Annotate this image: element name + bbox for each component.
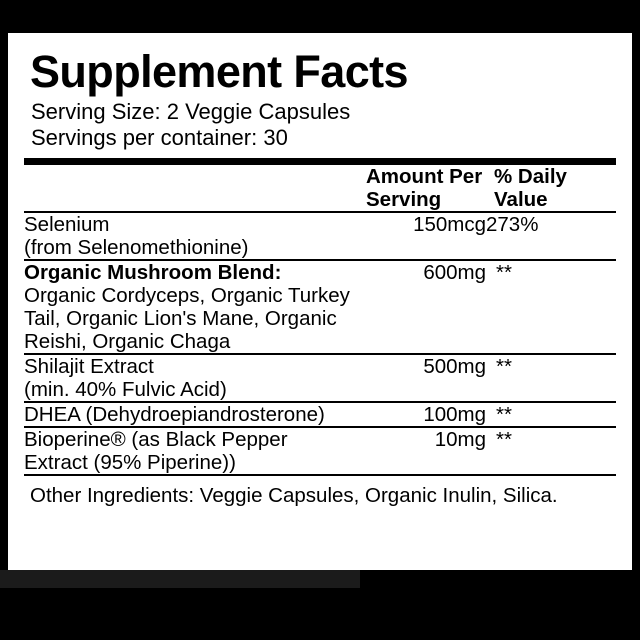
divider-row	[24, 474, 616, 476]
table-row	[24, 355, 616, 401]
ingredient-subtext: (from Selenomethionine)	[24, 236, 249, 259]
table-row	[24, 403, 616, 426]
footer-strip	[0, 570, 360, 588]
ingredient-name: Shilajit Extract	[24, 355, 154, 378]
ingredient-daily-value: **	[496, 428, 512, 451]
ingredient-daily-value: **	[496, 355, 512, 378]
ingredient-name-cell	[24, 403, 354, 426]
ingredient-amount: 600mg	[423, 261, 486, 284]
ingredient-subtext: Organic Cordyceps, Organic Turkey Tail, Organic Lion's Mane, Organic Reishi, Organic Chaga	[24, 284, 350, 353]
ingredient-daily-value: 273%	[486, 213, 539, 236]
ingredient-amount: 100mg	[423, 403, 486, 426]
ingredient-subtext: (min. 40% Fulvic Acid)	[24, 378, 227, 401]
ingredient-name-cell	[24, 261, 354, 353]
ingredient-amount: 10mg	[434, 428, 486, 451]
ingredient-name-cell	[24, 355, 354, 401]
table-row	[24, 428, 616, 474]
ingredient-name: DHEA (Dehydroepiandrosterone)	[24, 403, 325, 426]
page-title: Supplement Facts	[30, 46, 408, 97]
column-header-amount: Amount Per Serving	[366, 165, 483, 211]
ingredient-name-cell	[24, 213, 354, 259]
ingredient-amount: 150mcg	[413, 213, 486, 236]
ingredient-amount: 500mg	[423, 355, 486, 378]
ingredient-name: Organic Mushroom Blend:	[24, 261, 282, 284]
ingredient-name-cell	[24, 428, 354, 474]
other-ingredients-text: Other Ingredients: Veggie Capsules, Organic Inulin, Silica.	[30, 484, 558, 507]
servings-per-container-text: Servings per container: 30	[31, 125, 288, 150]
table-row	[24, 261, 616, 353]
serving-size-text: Serving Size: 2 Veggie Capsules	[31, 99, 351, 124]
nutrition-table	[24, 165, 616, 476]
column-header-daily-value: % Daily Value	[494, 165, 567, 211]
divider-thick-top	[24, 158, 616, 165]
table-row	[24, 213, 616, 259]
supplement-facts-panel	[8, 33, 632, 570]
ingredient-name: Selenium	[24, 213, 110, 236]
ingredient-daily-value: **	[496, 261, 512, 284]
ingredient-daily-value: **	[496, 403, 512, 426]
table-header-row	[24, 165, 616, 211]
ingredient-name: Bioperine® (as Black Pepper Extract (95% Piperine))	[24, 428, 288, 474]
